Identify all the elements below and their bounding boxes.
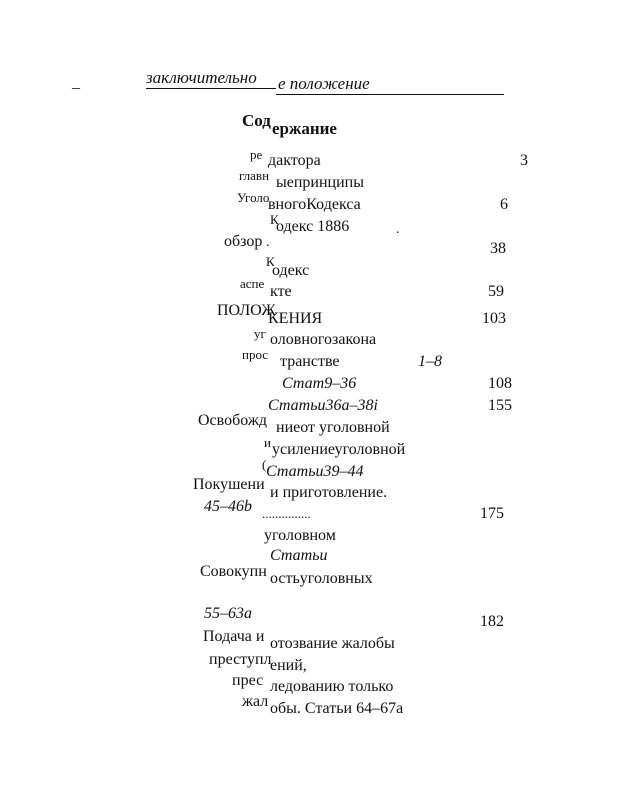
- header-rule-right: [276, 94, 504, 95]
- margin-dash: _: [72, 74, 80, 91]
- toc-fragment-left: К: [266, 254, 275, 269]
- toc-entry-text: Статьи36а–38i: [268, 397, 378, 414]
- toc-page-number: 38: [490, 240, 506, 257]
- toc-page-number: 175: [480, 505, 504, 522]
- stray-dot: .: [396, 222, 400, 237]
- toc-entry-text: ниеот уголовной: [276, 419, 390, 436]
- toc-fragment-left: 45–46b: [204, 498, 252, 515]
- toc-fragment-left: ре: [250, 147, 263, 162]
- running-header-right: е положение: [278, 74, 370, 93]
- toc-page-number: 6: [500, 196, 508, 213]
- toc-page-number: 108: [488, 375, 512, 392]
- toc-page-number: 3: [520, 152, 528, 169]
- toc-entry-text: кте: [270, 283, 292, 300]
- toc-entry-text: Стат9–36: [282, 375, 357, 392]
- toc-entry-text: остьуголовных: [270, 570, 373, 587]
- toc-leader-dots: ...............: [262, 506, 311, 521]
- toc-fragment-left: (: [262, 457, 267, 472]
- contents-title-left: Сод: [242, 111, 271, 130]
- toc-fragment-left: Совокупн: [200, 563, 267, 580]
- toc-fragment-left: Освобожд: [198, 412, 268, 429]
- toc-entry-text: Статьи: [270, 547, 328, 564]
- toc-entry-text: ений,: [270, 657, 307, 674]
- toc-page-number: 59: [488, 283, 504, 300]
- running-header-left: заключительно: [146, 68, 257, 87]
- toc-fragment-left: 55–63а: [204, 605, 252, 622]
- toc-entry-text: отозвание жалобы: [270, 635, 395, 652]
- toc-page-number: 103: [482, 310, 506, 327]
- toc-page-number: 155: [488, 397, 512, 414]
- toc-fragment-left: жал: [242, 693, 269, 710]
- toc-entry-text: ыепринципы: [276, 174, 364, 191]
- toc-entry-text: и приготовление.: [270, 484, 388, 501]
- toc-entry-text: оловногозакона: [270, 331, 377, 348]
- toc-entry-text: транстве: [280, 353, 340, 370]
- toc-page-number: 182: [480, 613, 504, 630]
- toc-fragment-left: ПОЛОЖ: [217, 302, 276, 319]
- toc-fragment-left: Уголо: [237, 190, 270, 205]
- toc-article-range: 1–8: [418, 353, 442, 370]
- toc-fragment-left: К: [270, 212, 279, 227]
- toc-fragment-left: и: [264, 435, 271, 450]
- toc-entry-text: усилениеуголовной: [272, 441, 406, 458]
- header-rule-left: [146, 88, 276, 89]
- toc-fragment-left: прос: [242, 347, 269, 362]
- toc-fragment-left: Подача и: [203, 628, 265, 645]
- toc-entry-text: ледованию только: [270, 678, 394, 695]
- toc-fragment-left: главн: [239, 168, 270, 183]
- toc-entry-text: дактора: [268, 152, 321, 169]
- toc-fragment-left: уг: [254, 326, 266, 341]
- toc-entry-text: Статьи39–44: [266, 463, 364, 480]
- toc-entry-text: одекс: [272, 262, 310, 279]
- toc-fragment-left: прес: [232, 672, 264, 689]
- stray-dot: .: [266, 235, 270, 250]
- toc-entry-text: вногоКодекса: [268, 196, 361, 213]
- contents-title-right: ержание: [272, 119, 337, 138]
- toc-entry-text: КЕНИЯ: [268, 310, 323, 327]
- toc-entry-text: одекс 1886: [276, 218, 350, 235]
- toc-fragment-left: Покушени: [193, 476, 265, 493]
- toc-entry-text: обы. Статьи 64–67а: [270, 700, 404, 717]
- toc-fragment-left: преступл: [209, 651, 272, 668]
- toc-entry-text: уголовном: [264, 527, 336, 544]
- toc-fragment-left: обзор: [224, 233, 263, 250]
- toc-fragment-left: аспе: [240, 276, 265, 291]
